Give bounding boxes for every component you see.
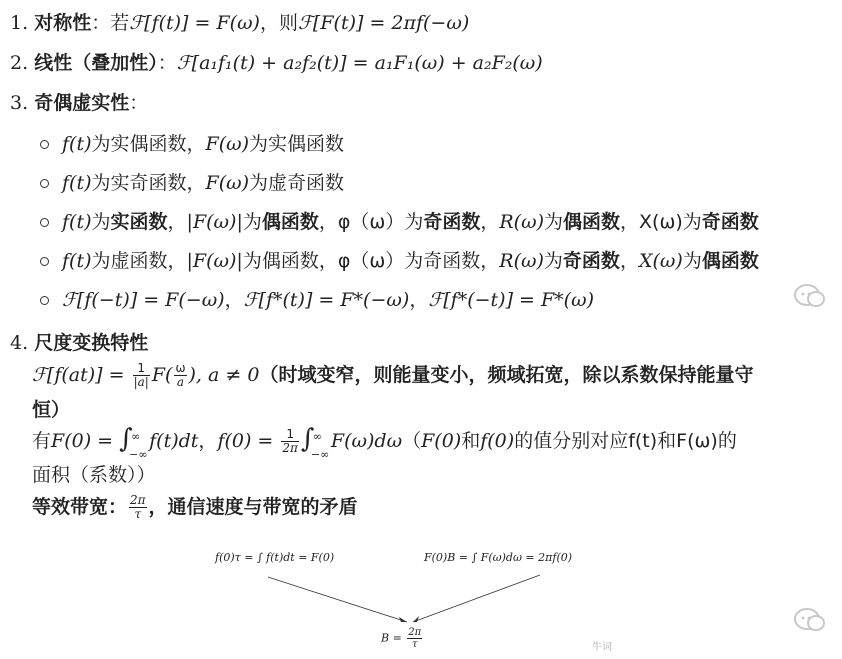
formula: R(ω) [499,211,544,233]
text: ，X(ω)为 [620,211,702,233]
formula: ), a ≠ 0 [188,364,260,386]
item-number: 3. [10,92,29,114]
integral-lower: −∞ [129,448,148,461]
formula: F(ω)dω [330,430,403,452]
formula: |F(ω)| [186,250,243,272]
text: ， [619,250,639,272]
text: （时域变窄，则能量变小，频域拓宽，除以系数保持能量守 [259,364,754,386]
item-number: 1. [10,12,29,34]
item-4-scaling [10,330,148,356]
text: ， [480,211,500,233]
item-title: 对称性 [34,12,92,34]
formula: F( [151,364,173,386]
numerator: 1 [281,428,299,442]
item-1-symmetry [10,10,469,36]
formula: R(ω) [499,250,544,272]
integral-upper: ∞ [312,430,323,443]
formula: |F(ω)| [186,211,243,233]
text: 等效带宽： [32,496,128,518]
text: ，φ（ω）为 [318,211,424,233]
integral-sign: ∫ ∞ −∞ [301,428,331,454]
bullet-icon [40,140,49,149]
parity-bullet-2 [62,170,344,196]
scaling-note-continued: 恒） [32,399,71,421]
text: 为偶函数，φ（ω）为奇函数， [242,250,500,272]
text: 为 [544,211,564,233]
arrow-head-left [399,617,407,622]
item-2-linearity [10,50,543,76]
chat-bubble-icon [792,606,826,638]
formula: X(ω) [638,250,683,272]
formula: f(t)dt [149,430,199,452]
numerator: 2π [130,493,146,507]
text: 和 [461,430,481,452]
integral-sign: ∫ ∞ −∞ [119,428,149,454]
formula: ℱ[f*(t)] = F*(−ω) [243,289,410,311]
fraction [129,494,147,521]
text: ：若 [91,12,130,34]
formula: F(0) [421,430,462,452]
integral-lower: −∞ [310,448,330,461]
diagram-right-equation: F(0)B = ∫ F(ω)dω = 2πf(0) [424,551,573,564]
fraction [407,627,422,650]
diagram-left-equation: f(0)τ = ∫ f(t)dt = F(0) [215,551,335,564]
text: 偶函数 [701,250,759,272]
fraction [174,362,186,389]
text: 实函数 [110,211,168,233]
area-formula-line [32,424,737,461]
text: 为虚奇函数 [249,172,345,194]
text: 为 [543,250,563,272]
text: ，通信速度与带宽的矛盾 [148,496,358,518]
formula: F(ω) [205,172,250,194]
text: 为 [242,211,262,233]
parity-bullet-4 [62,248,759,274]
formula: f(t) [62,133,92,155]
scaling-formula-line [32,362,753,389]
watermark-text: 牛词 [592,642,612,653]
formula: ℱ[f*(−t)] = F*(ω) [428,289,595,311]
formula: ℱ[f(at)] = [32,364,125,386]
fraction [133,362,150,389]
denominator: 2π [282,441,298,455]
parity-bullet-3 [62,209,759,235]
formula: ℱ[F(t)] = 2πf(−ω) [298,12,470,34]
bullet-icon [40,218,49,227]
formula: F(ω) [205,133,250,155]
formula: ℱ[f(−t)] = F(−ω) [62,289,225,311]
text: ， [409,289,429,311]
text: 为实偶函数 [249,133,345,155]
fraction [281,428,299,455]
text: 有 [32,430,52,452]
denominator: τ [134,507,142,521]
text: 为实偶函数， [91,133,206,155]
text: 偶函数 [563,211,621,233]
text: ， [167,211,187,233]
area-note-continued: 面积（系数）） [32,464,156,486]
arrow-head-right [413,616,419,622]
chat-bubble-icon [792,282,826,314]
parity-bullet-5 [62,287,594,313]
item-title: 线性（叠加性） [34,52,158,74]
text: B = [381,631,402,645]
formula: ℱ[a₁f₁(t) + a₂f₂(t)] = a₁F₁(ω) + a₂F₂(ω) [176,52,543,74]
item-title: 尺度变换特性 [34,332,149,354]
denominator: a [176,375,185,389]
formula: f(t) [62,172,92,194]
item-title: 奇偶虚实性 [34,92,130,114]
text: ， [198,430,218,452]
equivalent-bandwidth-line [32,494,358,521]
bullet-icon [40,296,49,305]
formula: f(t) [62,211,92,233]
text: ， [224,289,244,311]
text: ： [157,52,177,74]
text: 奇函数 [562,250,620,272]
integral-upper: ∞ [131,430,141,443]
text: 为 [91,211,111,233]
denominator: τ [411,639,418,650]
item-3-parity [10,90,148,116]
arrow-left [268,577,407,622]
text: ： [129,92,149,114]
bullet-icon [40,257,49,266]
formula: f(0) = [217,430,274,452]
text: 偶函数 [261,211,319,233]
item-number: 4. [10,332,29,354]
formula: f(0) [480,430,515,452]
formula: F(0) = [51,430,114,452]
arrow-right [413,575,540,622]
text: 奇函数 [423,211,481,233]
item-number: 2. [10,52,29,74]
text: （ [402,430,422,452]
text: ，则 [259,12,298,34]
numerator: ω [175,361,186,375]
text: 的值分别对应f(t)和F(ω)的 [514,430,737,452]
text: 奇函数 [701,211,759,233]
text: 为虚函数， [91,250,187,272]
formula: f(t) [62,250,92,272]
numerator: 1 [133,362,150,376]
bullet-icon [40,179,49,188]
numerator: 2π [408,627,422,638]
text: 为实奇函数， [91,172,206,194]
diagram-bottom-equation [381,627,424,650]
denominator: |a| [133,375,149,389]
text: 为 [682,250,702,272]
parity-bullet-1 [62,131,344,157]
formula: ℱ[f(t)] = F(ω) [129,12,260,34]
